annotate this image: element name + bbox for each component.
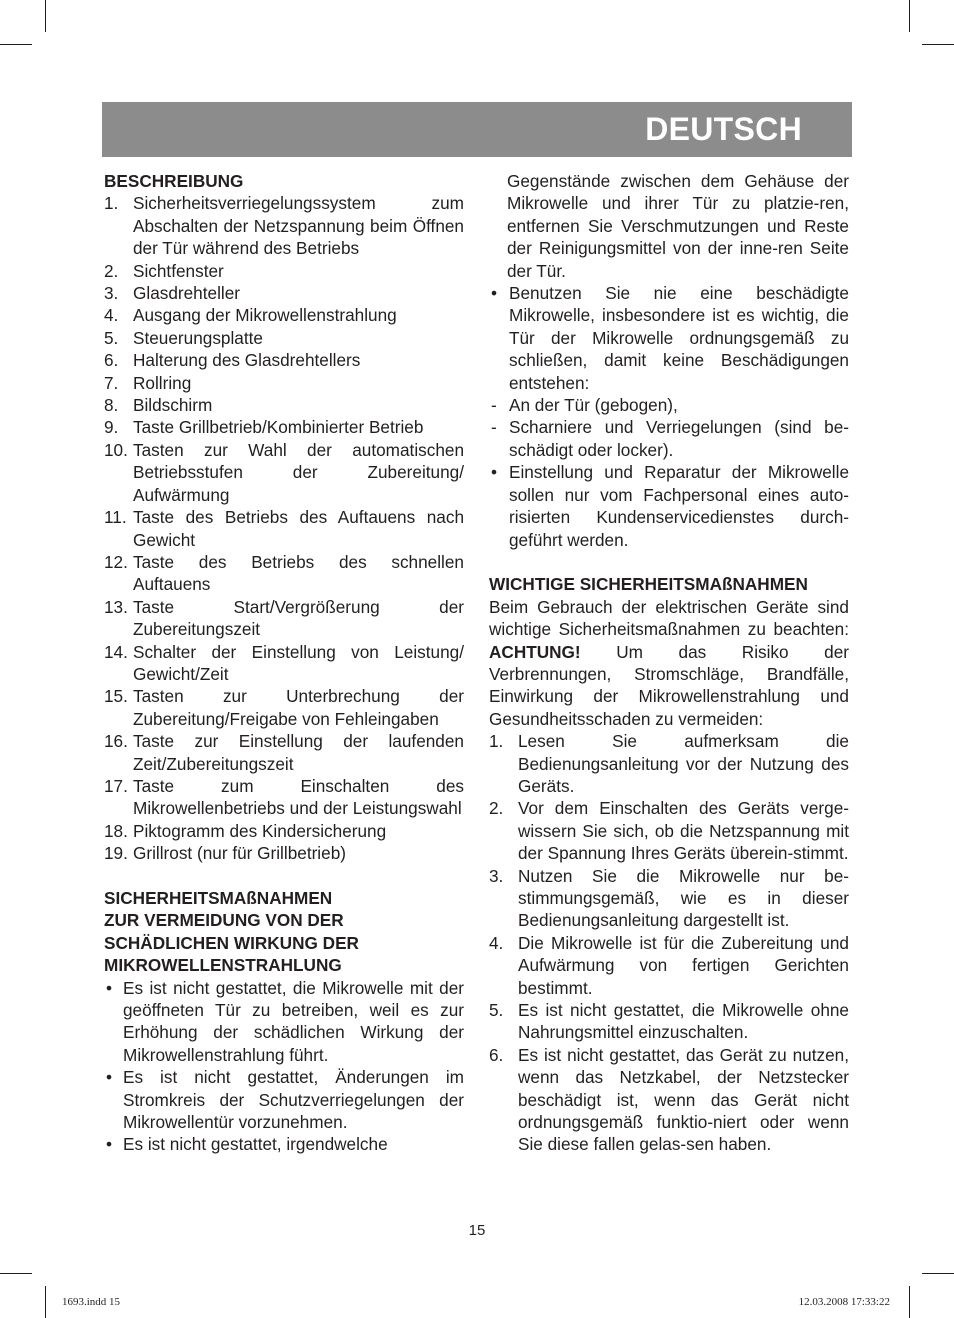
right-bullet (489, 416, 849, 461)
important-item (489, 865, 849, 932)
footer-filename: 1693.indd 15 (62, 1296, 121, 1308)
safety-bullet (104, 977, 464, 1067)
list-marker: 6. (489, 1044, 504, 1065)
list-text: Rollring (133, 372, 192, 393)
list-text: Glasdrehteller (133, 283, 240, 304)
list-marker: 2. (104, 260, 119, 281)
list-text: Es ist nicht gestattet, die Mikrowelle ohne Nahrungsmittel einzuschalten. (518, 1000, 849, 1043)
list-marker: 10. (104, 439, 128, 460)
list-marker: 5. (104, 327, 119, 348)
left-column (104, 170, 464, 1156)
list-marker: 12. (104, 551, 128, 572)
list-text: Einstellung und Reparatur der Mikrowelle sollen nur vom Fachpersonal eines auto-risierten Kundenservicedienstes durch-geführt werden. (509, 462, 849, 550)
continued-text: Gegenstände zwischen dem Gehäuse der Mikrowelle und ihrer Tür zu platzie-ren, entfernen Sie Verschmutzungen und Reste der Reinigungsmittel von der inne-ren Seite der Tür. (507, 171, 849, 281)
safety-bullet (104, 1133, 464, 1155)
description-item (104, 842, 464, 864)
spacer (489, 551, 849, 573)
list-text: Bildschirm (133, 395, 213, 416)
list-marker: • (106, 977, 113, 998)
language-header-bar (102, 102, 852, 157)
description-item (104, 641, 464, 686)
list-marker: 9. (104, 417, 119, 438)
list-marker: • (106, 1134, 113, 1155)
list-marker: 13. (104, 596, 128, 617)
list-marker: 17. (104, 775, 128, 796)
crop-mark (909, 0, 910, 32)
description-item (104, 596, 464, 641)
description-item (104, 820, 464, 842)
safety-heading-line: ZUR VERMEIDUNG VON DER (104, 910, 344, 931)
description-item (104, 372, 464, 394)
list-text: Taste Grillbetrieb/Kombinierter Betrieb (133, 417, 424, 438)
right-column (489, 170, 849, 1156)
list-marker: - (491, 395, 497, 416)
list-marker: 3. (489, 865, 504, 886)
important-item (489, 932, 849, 999)
spacer (104, 865, 464, 887)
list-marker: 19. (104, 843, 128, 864)
safety-bullet (104, 1066, 464, 1133)
list-marker: • (491, 283, 498, 304)
description-item (104, 394, 464, 416)
right-bullet (489, 282, 849, 394)
description-item (104, 730, 464, 775)
list-text: Piktogramm des Kindersicherung (133, 820, 387, 841)
description-item (104, 775, 464, 820)
safety-bullet-list (104, 977, 464, 1156)
description-item (104, 416, 464, 438)
safety-heading (104, 887, 464, 977)
important-item (489, 999, 849, 1044)
list-marker: 5. (489, 1000, 504, 1021)
important-item (489, 797, 849, 864)
list-marker: 3. (104, 283, 119, 304)
right-bullet (489, 461, 849, 551)
list-text: Taste des Betriebs des Auftauens nach Gewicht (133, 507, 464, 550)
description-item (104, 439, 464, 506)
description-heading: BESCHREIBUNG (104, 171, 244, 191)
safety-heading-line: SICHERHEITSMAßNAHMEN (104, 887, 333, 908)
description-item (104, 192, 464, 259)
crop-mark (909, 1286, 910, 1318)
crop-mark (922, 1273, 954, 1274)
crop-mark (0, 1273, 32, 1274)
list-marker: • (106, 1067, 113, 1088)
list-text: Vor dem Einschalten des Geräts verge-wissern Sie sich, ob die Netzspannung mit der Spannung Ihres Geräts überein-stimmt. (518, 798, 849, 864)
list-text: Taste Start/Vergrößerung der Zubereitungszeit (133, 596, 464, 640)
list-marker: 2. (489, 798, 504, 819)
list-text: Nutzen Sie die Mikrowelle nur be-stimmungsgemäß, wie es in dieser Bedienungsanleitung dargestellt ist. (518, 865, 849, 931)
important-item (489, 1044, 849, 1156)
list-text: Taste zum Einschalten des Mikrowellenbetriebs und der Leistungswahl (133, 775, 464, 819)
list-text: Sichtfenster (133, 260, 224, 281)
list-marker: 16. (104, 731, 128, 752)
list-text: Grillrost (nur für Grillbetrieb) (133, 843, 346, 864)
continued-bullet (489, 170, 849, 282)
list-text: Es ist nicht gestattet, die Mikrowelle mit der geöffneten Tür zu betreiben, weil es zur Erhöhung der schädlichen Wirkung der Mikrowellenstrahlung führt. (123, 977, 464, 1065)
important-intro: Beim Gebrauch der elektrischen Geräte sind wichtige Sicherheitsmaßnahmen zu beachten: ACHTUNG! Um das Risiko der Verbrennungen, Stromschläge, Brandfälle, Einwirkung der Mikrowellenstrahlung und Gesundheitsschaden zu vermeiden: (489, 596, 849, 729)
list-marker: 1. (104, 193, 119, 214)
list-marker: 4. (104, 305, 119, 326)
list-text: Tasten zur Wahl der automatischen Betriebsstufen der Zubereitung/ Aufwärmung (133, 439, 464, 505)
list-text: Tasten zur Unterbrechung der Zubereitung/Freigabe von Fehleingaben (133, 686, 464, 729)
description-list (104, 192, 464, 864)
safety-heading-line: SCHÄDLICHEN WIRKUNG DER (104, 932, 359, 953)
crop-mark (922, 44, 954, 45)
important-heading: WICHTIGE SICHERHEITSMAßNAHMEN (489, 574, 808, 595)
warning-label: ACHTUNG! (489, 641, 581, 662)
list-text: Schalter der Einstellung von Leistung/ Gewicht/Zeit (133, 641, 464, 684)
description-item (104, 304, 464, 326)
list-marker: 14. (104, 641, 128, 662)
list-marker: 8. (104, 395, 119, 416)
list-text: Taste des Betriebs des schnellen Auftauens (133, 551, 464, 595)
list-marker: 6. (104, 350, 119, 371)
list-text: Ausgang der Mikrowellenstrahlung (133, 305, 397, 326)
list-text: Sicherheitsverriegelungssystem zum Abschalten der Netzspannung beim Öffnen der Tür während des Betriebs (133, 193, 464, 259)
list-text: Halterung des Glasdrehtellers (133, 350, 361, 371)
crop-mark (0, 44, 32, 45)
crop-mark (45, 1286, 46, 1318)
page-number: 15 (468, 1222, 486, 1239)
important-item (489, 730, 849, 797)
description-item (104, 327, 464, 349)
crop-mark (45, 0, 46, 32)
footer-timestamp: 12.03.2008 17:33:22 (798, 1296, 890, 1308)
language-title: DEUTSCH (645, 111, 802, 147)
description-item (104, 506, 464, 551)
description-item (104, 282, 464, 304)
right-bullet (489, 394, 849, 416)
list-text: An der Tür (gebogen), (509, 395, 678, 416)
list-text: Es ist nicht gestattet, das Gerät zu nutzen, wenn das Netzkabel, der Netzstecker beschädigt ist, wenn das Gerät nicht ordnungsgemäß funktio-niert oder wenn Sie diese fallen gelas-sen haben. (518, 1044, 849, 1155)
list-marker: 18. (104, 820, 128, 841)
important-list (489, 730, 849, 1156)
right-bullet-list (489, 282, 849, 551)
list-text: Die Mikrowelle ist für die Zubereitung und Aufwärmung von fertigen Gerichten bestimmt. (518, 932, 849, 998)
description-item (104, 685, 464, 730)
list-marker: 11. (104, 507, 127, 528)
list-text: Es ist nicht gestattet, irgendwelche (123, 1134, 388, 1155)
description-item (104, 349, 464, 371)
list-marker: • (491, 462, 498, 483)
list-marker: 1. (489, 731, 504, 752)
list-marker: - (491, 417, 497, 438)
description-item (104, 551, 464, 596)
list-text: Steuerungsplatte (133, 327, 263, 348)
description-item (104, 260, 464, 282)
list-marker: 15. (104, 686, 128, 707)
list-text: Es ist nicht gestattet, Änderungen im Stromkreis der Schutzverriegelungen der Mikrowellentür vorzunehmen. (123, 1067, 464, 1133)
list-marker: 7. (104, 372, 119, 393)
list-text: Lesen Sie aufmerksam die Bedienungsanleitung vor der Nutzung des Geräts. (518, 731, 849, 796)
list-text: Benutzen Sie nie eine beschädigte Mikrowelle, insbesondere ist es wichtig, die Tür der Mikrowelle ordnungsgemäß zu schließen, damit keine Beschädigungen entstehen: (509, 283, 849, 393)
list-text: Scharniere und Verriegelungen (sind be-schädigt oder locker). (509, 417, 849, 460)
list-text: Taste zur Einstellung der laufenden Zeit/Zubereitungszeit (133, 731, 464, 774)
safety-heading-line: MIKROWELLENSTRAHLUNG (104, 955, 342, 976)
list-marker: 4. (489, 932, 504, 953)
